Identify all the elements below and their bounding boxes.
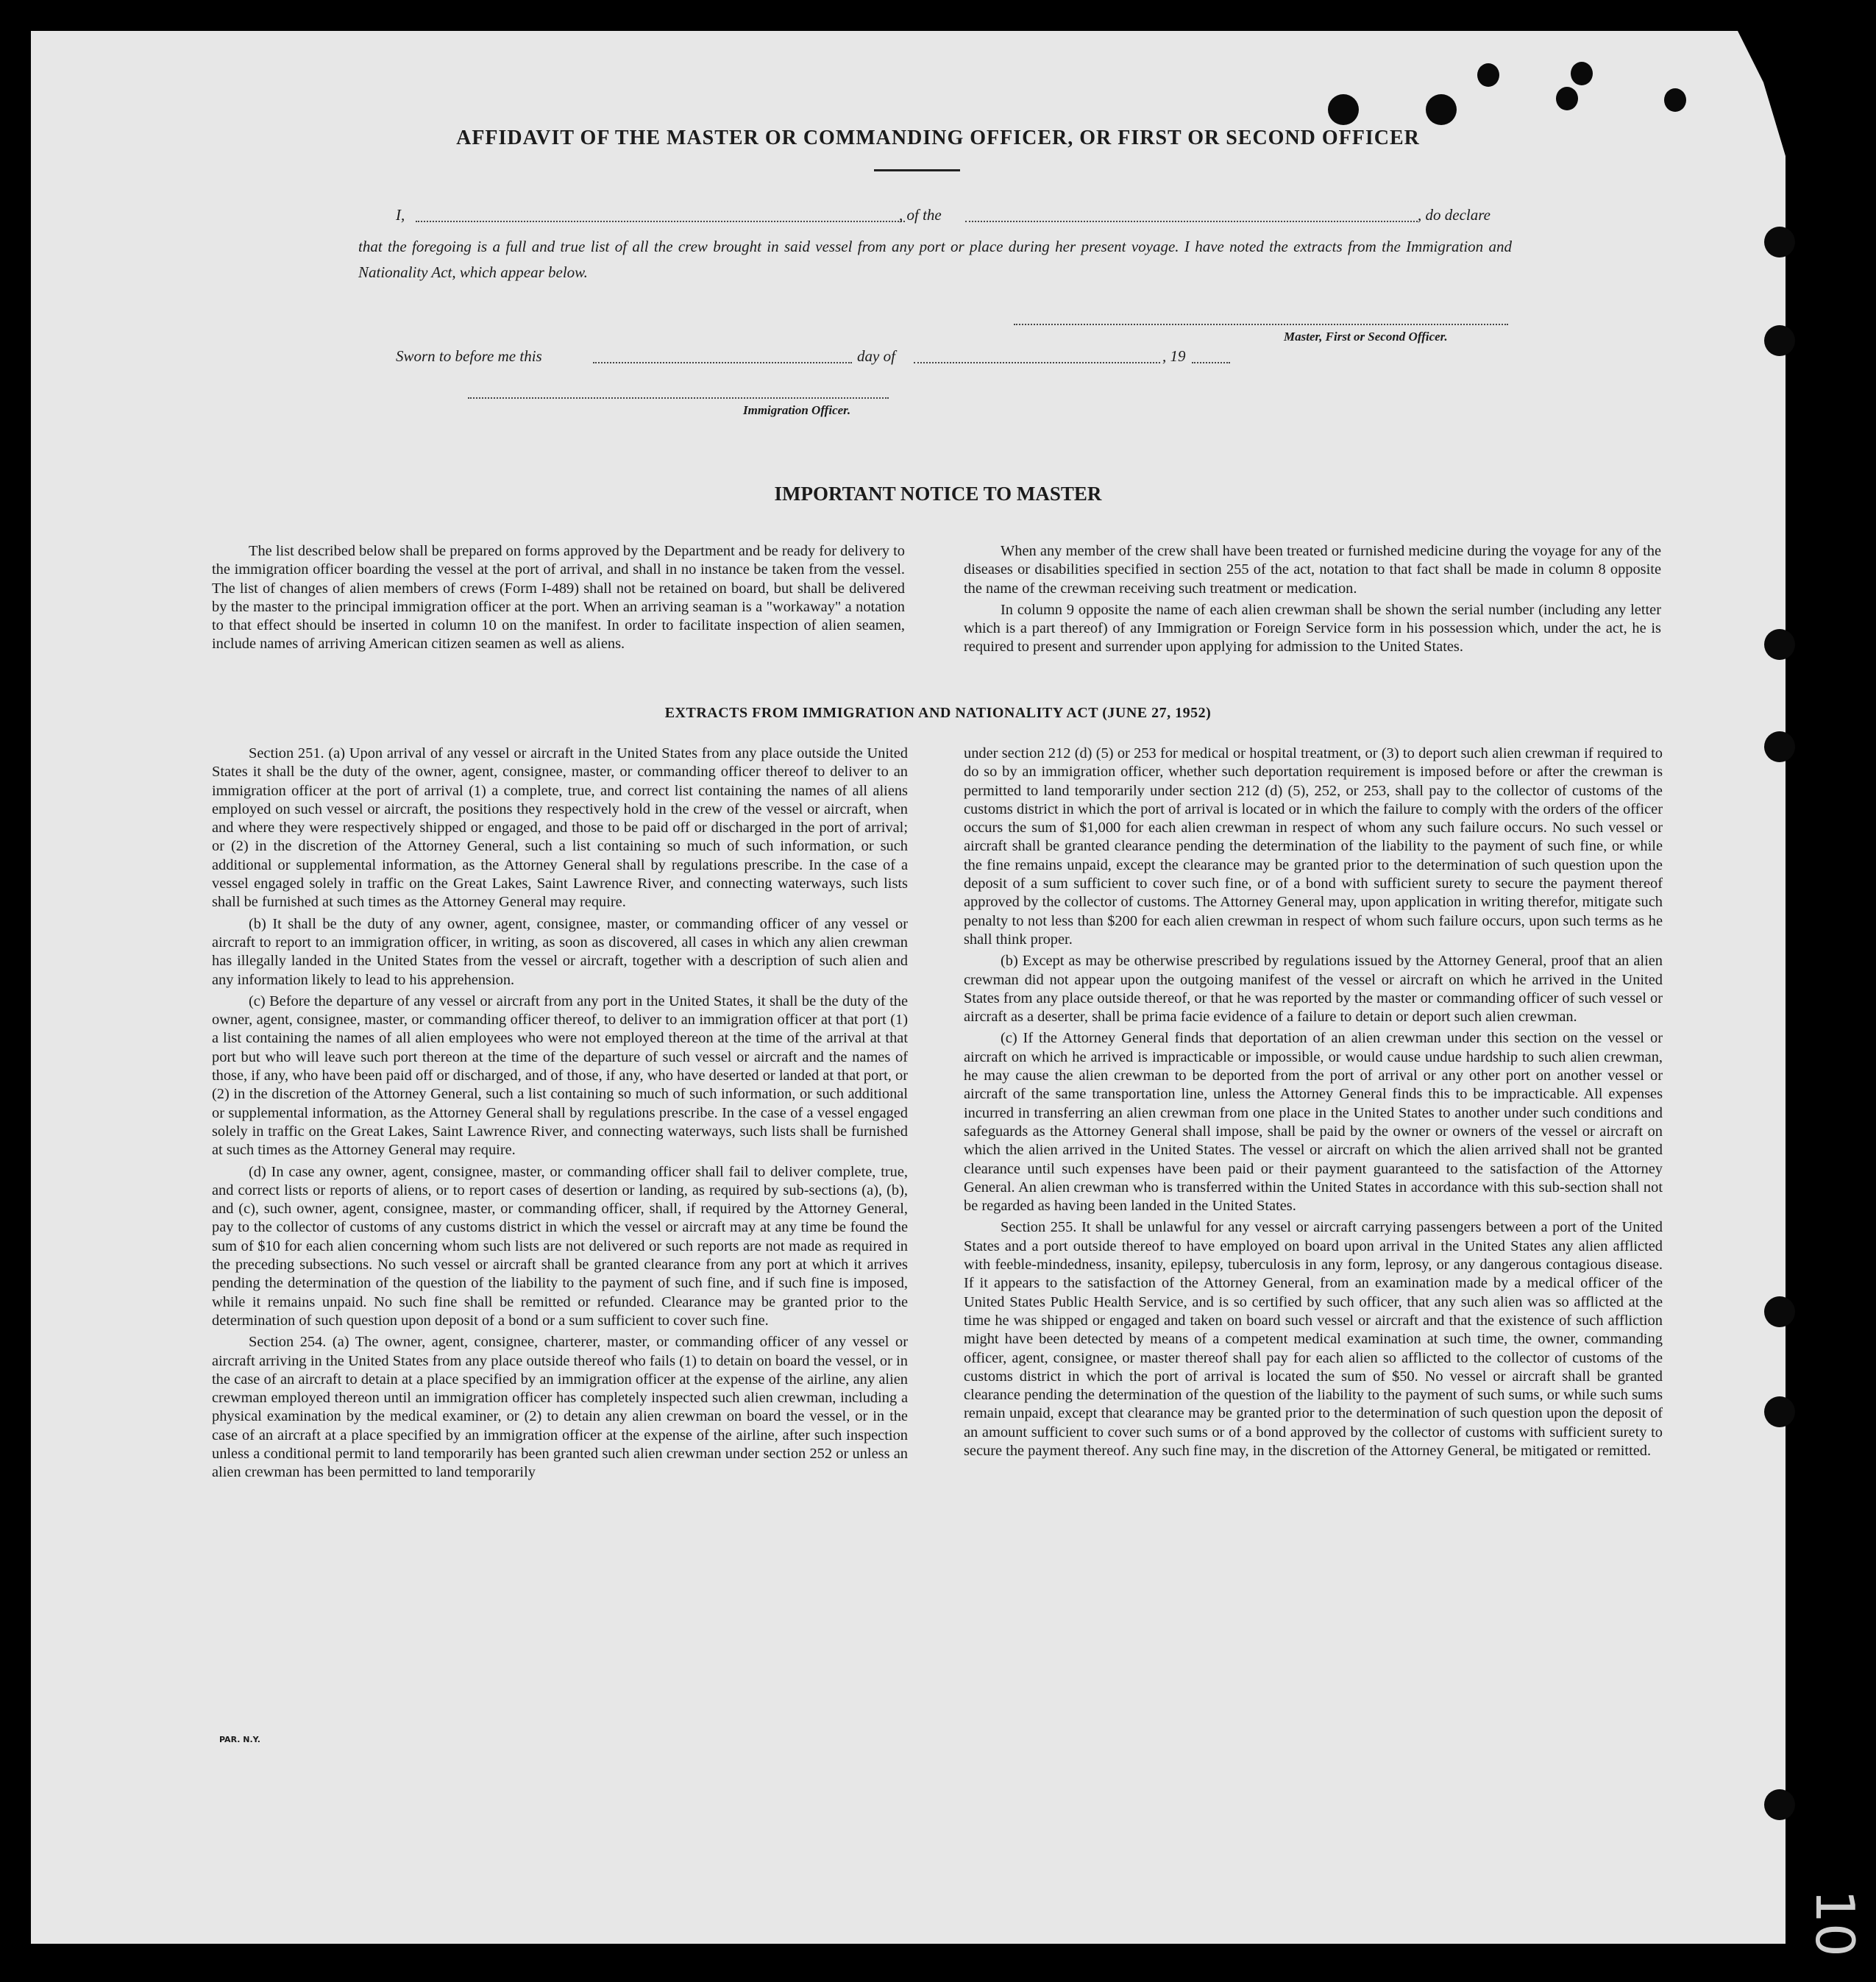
notice-right-column <box>964 542 1661 660</box>
punch-hole <box>1664 88 1686 112</box>
notice-title: IMPORTANT NOTICE TO MASTER <box>774 483 1102 505</box>
punch-hole <box>1764 325 1795 356</box>
master-signature-line[interactable] <box>1014 324 1508 325</box>
act-section-paragraph: (c) If the Attorney General finds that deportation of an alien crewman under this section on the vessel or aircraft on which he arrived is impracticable or impossible, or would cause undue hardship to such alien crewman, he may cause the alien crewman to be deported from the port of arrival or any other port on another vessel or aircraft of the same transportation line, unless the Attorney General finds this to be impracticable. All expenses incurred in transferring an alien crewman from one place in the United States to another under such conditions and safeguards as the Attorney General shall impose, shall be paid by the owner or owners of the vessel or aircraft on which the alien arrived in the United States. The vessel or aircraft on which the alien arrived shall not be granted clearance until such expenses have been paid or their payment guaranteed to the satisfaction of the Attorney General. An alien crewman who is transferred within the United States in accordance with this sub-section shall not be regarded as having been landed in the United States. <box>964 1030 1663 1215</box>
punch-hole <box>1477 63 1499 87</box>
notice-left-column <box>212 542 905 657</box>
affidavit-statement: that the foregoing is a full and true list of all the crew brought in said vessel from any port or place during her present voyage. I have noted the extracts from the Immigration and Nationality Act, which appear below. <box>358 238 1512 281</box>
do-declare-label: , do declare <box>1418 206 1491 224</box>
year-label: , 19 <box>1162 347 1186 365</box>
extracts-right-column <box>964 745 1663 1463</box>
declarant-label: I, <box>396 206 405 224</box>
sworn-month-field[interactable] <box>914 362 1160 363</box>
act-section-paragraph: (d) In case any owner, agent, consignee, master, or commanding officer shall fail to deliver complete, true, and correct lists or reports of aliens, or to report cases of desertion or landing, as required by sub-sections (a), (b), and (c), such owner, agent, consignee, master, or commanding officer, shall, if required by the Attorney General, pay to the collector of customs of any customs district in which the vessel or aircraft may at any time be found the sum of $10 for each alien concerning whom such lists are not delivered or such reports are not made as required in the preceding subsections. No such vessel or aircraft shall be granted clearance from any port at which it arrives pending the determination of the question of the liability to the payment of such fine, and if such fine is imposed, while it remains unpaid. No such fine shall be remitted or refunded. Clearance may be granted prior to the determination of such question upon deposit of a bond or a sum sufficient to cover such fine. <box>212 1163 908 1329</box>
notice-paragraph: When any member of the crew shall have been treated or furnished medicine during the voyage for any of the diseases or disabilities specified in section 255 of the act, notation to that fact shall be made in column 8 opposite the name of the crewman receiving such treatment or medication. <box>964 543 1661 597</box>
act-section-paragraph: Section 255. It shall be unlawful for any vessel or aircraft carrying passengers between a port of the United States and a port outside thereof to have employed on board upon arrival in the United States any alien afflicted with feeble-mindedness, insanity, epilepsy, tuberculosis in any form, leprosy, or any dangerous contagious disease. If it appears to the satisfaction of the Attorney General, from an examination made by a medical officer of the United States Public Health Service, and is so certified by such officer, that any such alien was so afflicted at the time he was shipped or engaged and taken on board such vessel or aircraft and that the existence of such affliction might have been detected by means of a competent medical examination at such time, the owner, commanding officer, agent, consignee, or master thereof shall pay for each alien so afflicted to the collector of customs of the customs district in which the port of arrival is located the sum of $50. No vessel or aircraft shall be granted clearance pending the determination of the question of the liability to the payment of such sums, or while such sums remain unpaid, except that clearance may be granted prior to the determination of such question upon the deposit of an amount sufficient to cover such sums or of a bond approved by the collector of customs with sufficient surety to secure the payment thereof. Any such fine may, in the discretion of the Attorney General, be mitigated or remitted. <box>964 1219 1663 1459</box>
affidavit-title: AFFIDAVIT OF THE MASTER OR COMMANDING OFFICER, OR FIRST OR SECOND OFFICER <box>456 127 1420 149</box>
punch-hole <box>1764 731 1795 762</box>
declarant-name-field[interactable] <box>416 221 905 222</box>
vessel-name-field[interactable] <box>965 221 1418 222</box>
form-code: PAR. N.Y. <box>219 1735 260 1744</box>
punch-hole <box>1556 87 1578 110</box>
punch-hole <box>1764 1789 1795 1820</box>
act-section-paragraph: under section 212 (d) (5) or 253 for medical or hospital treatment, or (3) to deport such alien crewman if required to do so by an immigration officer, whether such deportation requirement is imposed before or after the crewman is permitted to land temporarily under section 212 (d) (5), 252, or 253, shall pay to the collector of customs of the customs district in which the port of arrival is located or in which the failure to comply with the orders of the officer occurs the sum of $1,000 for each alien crewman in respect of whom any such failure occurs. No such vessel or aircraft shall be granted clearance pending the determination of the liability to the payment of such fine, or while the fine remains unpaid, except the clearance may be granted prior to the determination of such question upon the deposit of a sum sufficient to cover such fine, or of a bond with sufficient surety to secure the payment thereof approved by the collector of customs. The Attorney General may, upon application in writing therefor, mitigate such penalty to not less than $200 for each alien crewman in respect of whom such failure occurs, upon such terms as he shall think proper. <box>964 745 1663 948</box>
officer-signature-label: Immigration Officer. <box>743 403 851 417</box>
punch-hole <box>1764 1296 1795 1327</box>
act-section-paragraph: (b) It shall be the duty of any owner, agent, consignee, master, or commanding officer of any vessel or aircraft to report to an immigration officer, in writing, as soon as discovered, all cases in which any alien crewman has illegally landed in the United States from the vessel or aircraft, together with a description of such alien and any information likely to lead to his apprehension. <box>212 915 908 988</box>
act-section-paragraph: Section 254. (a) The owner, agent, consignee, charterer, master, or commanding officer of any vessel or aircraft arriving in the United States from any place outside thereof who fails (1) to detain on board the vessel, or in the case of an aircraft to detain at a place specified by an immigration officer at the expense of the airline, any alien crewman employed thereon until an immigration officer has completely inspected such alien crewman, including a physical examination by the medical examiner, or (2) to detain any alien crewman on board the vessel, or in the case of an aircraft at a place specified by an immigration officer at the expense of the airline, after such inspection unless a conditional permit to land temporarily has been granted such alien crewman under section 252 or unless an alien crewman has been permitted to land temporarily <box>212 1334 908 1481</box>
page-number: 10 <box>1803 1889 1866 1957</box>
extracts-title: EXTRACTS FROM IMMIGRATION AND NATIONALITY ACT (JUNE 27, 1952) <box>664 705 1212 721</box>
notice-paragraph: In column 9 opposite the name of each alien crewman shall be shown the serial number (including any letter which is a part thereof) of any Immigration or Foreign Service form in his possession which, under the act, he is required to present and surrender upon applying for admission to the United States. <box>964 601 1661 656</box>
day-of-label: day of <box>857 347 895 365</box>
punch-hole <box>1328 94 1359 125</box>
punch-hole <box>1764 1396 1795 1427</box>
punch-hole <box>1764 227 1795 257</box>
punch-hole <box>1764 629 1795 660</box>
punch-hole <box>1426 94 1457 125</box>
officer-signature-line[interactable] <box>468 397 889 399</box>
title-divider <box>874 169 960 171</box>
act-section-paragraph: (c) Before the departure of any vessel or aircraft from any port in the United States, it shall be the duty of the owner, agent, consignee, master, or commanding officer thereof, to deliver to an immigration officer at that port (1) a list containing the names of all alien employees who were not employed thereon at the time of the arrival at that port but who will leave such port thereon at the time of the departure of such vessel or aircraft and the names of those, if any, who have been paid off or discharged, and of those, if any, who have deserted or landed at that port, or (2) in the discretion of the Attorney General, such a list containing so much of such information, or such additional or supplemental information, as the Attorney General shall by regulations prescribe. In the case of a vessel engaged solely in traffic on the Great Lakes, Saint Lawrence River, and connecting waterways, such lists shall be furnished at such times as the Attorney General may require. <box>212 992 908 1159</box>
of-the-label: , of the <box>899 206 942 224</box>
sworn-day-field[interactable] <box>593 362 852 363</box>
punch-hole <box>1571 62 1593 85</box>
act-section-paragraph: Section 251. (a) Upon arrival of any vessel or aircraft in the United States from any place outside the United States it shall be the duty of the owner, agent, consignee, master, or commanding officer thereof to deliver to an immigration officer at the port of arrival (1) a complete, true, and correct list containing the names of all aliens employed on such vessel or aircraft, the positions they respectively hold in the crew of the vessel or aircraft, when and where they were respectively shipped or engaged, and those to be paid off or discharged in the port of arrival; or (2) in the discretion of the Attorney General, such a list containing so much of such information, or such additional or supplemental information, as the Attorney General shall by regulations prescribe. In the case of a vessel engaged solely in traffic on the Great Lakes, Saint Lawrence River, and connecting waterways, such lists shall be furnished at such times as the Attorney General may require. <box>212 745 908 911</box>
sworn-year-field[interactable] <box>1192 362 1230 363</box>
act-section-paragraph: (b) Except as may be otherwise prescribed by regulations issued by the Attorney General, proof that an alien crewman did not appear upon the outgoing manifest of the vessel or aircraft on which he arrived in the United States from any place outside thereof, or that he was reported by the master or commanding officer of such vessel or aircraft as a deserter, shall be prima facie evidence of a failure to detain or deport such alien crewman. <box>964 953 1663 1026</box>
master-signature-label: Master, First or Second Officer. <box>1284 330 1448 344</box>
notice-paragraph: The list described below shall be prepared on forms approved by the Department and be ready for delivery to the immigration officer boarding the vessel at the port of arrival, and shall in no instance be taken from the vessel. The list of changes of alien members of crews (Form I-489) shall not be retained on board, but shall be delivered by the master to the principal immigration officer at the port. When an arriving seaman is a "workaway" a notation to that effect should be inserted in column 10 on the manifest. In order to facilitate inspection of alien seamen, include names of arriving American citizen seamen as well as aliens. <box>212 543 905 653</box>
sworn-label: Sworn to before me this <box>396 347 542 365</box>
extracts-left-column <box>212 745 908 1485</box>
